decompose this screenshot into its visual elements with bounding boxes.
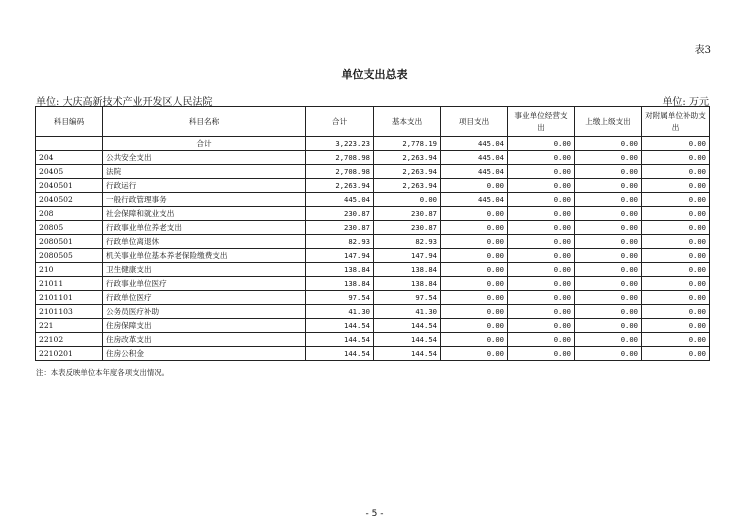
- unit-name: 大庆高新技术产业开发区人民法院: [62, 97, 213, 108]
- cell-project: 445.04: [441, 151, 508, 165]
- cell-basic: 230.87: [374, 221, 441, 235]
- cell-upper: 0.00: [575, 277, 642, 291]
- cell-name: 公务员医疗补助: [103, 305, 306, 319]
- page-number: - 5 -: [365, 509, 384, 519]
- cell-basic: 2,778.19: [374, 137, 441, 151]
- col-header-upper: 上缴上级支出: [575, 107, 642, 137]
- cell-project: 0.00: [441, 179, 508, 193]
- col-header-basic: 基本支出: [374, 107, 441, 137]
- currency-label: 单位:: [662, 97, 686, 108]
- table-note: 注：本表反映单位本年度各项支出情况。: [36, 368, 170, 377]
- cell-code: 2040502: [36, 193, 103, 207]
- page-title: 单位支出总表: [341, 68, 408, 81]
- cell-code: 2210201: [36, 347, 103, 361]
- cell-subsidy: 0.00: [642, 151, 710, 165]
- cell-subsidy: 0.00: [642, 207, 710, 221]
- cell-name: 行政事业单位养老支出: [103, 221, 306, 235]
- expenditure-table: [35, 106, 710, 361]
- cell-code: 2101101: [36, 291, 103, 305]
- cell-name: 公共安全支出: [103, 151, 306, 165]
- col-header-total: 合计: [306, 107, 374, 137]
- cell-name: 行政单位医疗: [103, 291, 306, 305]
- cell-basic: 230.87: [374, 207, 441, 221]
- cell-name: 行政运行: [103, 179, 306, 193]
- cell-upper: 0.00: [575, 207, 642, 221]
- col-header-code: 科目编码: [36, 107, 103, 137]
- cell-operation: 0.00: [508, 305, 575, 319]
- table-row: [36, 179, 710, 193]
- cell-code: 204: [36, 151, 103, 165]
- cell-name: 住房公积金: [103, 347, 306, 361]
- cell-project: 0.00: [441, 291, 508, 305]
- cell-total: 41.30: [306, 305, 374, 319]
- cell-subsidy: 0.00: [642, 235, 710, 249]
- cell-code: 20405: [36, 165, 103, 179]
- table-row: [36, 347, 710, 361]
- cell-basic: 82.93: [374, 235, 441, 249]
- cell-project: 0.00: [441, 235, 508, 249]
- cell-operation: 0.00: [508, 137, 575, 151]
- col-header-project: 项目支出: [441, 107, 508, 137]
- table-row: [36, 165, 710, 179]
- cell-upper: 0.00: [575, 151, 642, 165]
- cell-project: 445.04: [441, 193, 508, 207]
- cell-operation: 0.00: [508, 151, 575, 165]
- cell-subsidy: 0.00: [642, 137, 710, 151]
- table-row: [36, 291, 710, 305]
- cell-total: 2,708.98: [306, 165, 374, 179]
- cell-upper: 0.00: [575, 249, 642, 263]
- cell-upper: 0.00: [575, 137, 642, 151]
- cell-upper: 0.00: [575, 221, 642, 235]
- cell-operation: 0.00: [508, 221, 575, 235]
- cell-project: 0.00: [441, 277, 508, 291]
- table-row: [36, 207, 710, 221]
- cell-upper: 0.00: [575, 193, 642, 207]
- cell-upper: 0.00: [575, 179, 642, 193]
- cell-name: 法院: [103, 165, 306, 179]
- cell-upper: 0.00: [575, 333, 642, 347]
- cell-subsidy: 0.00: [642, 291, 710, 305]
- cell-code: 208: [36, 207, 103, 221]
- cell-name: 合计: [103, 137, 306, 151]
- cell-project: 0.00: [441, 263, 508, 277]
- total-row: [36, 137, 710, 151]
- cell-total: 3,223.23: [306, 137, 374, 151]
- cell-subsidy: 0.00: [642, 193, 710, 207]
- cell-name: 住房改革支出: [103, 333, 306, 347]
- cell-subsidy: 0.00: [642, 319, 710, 333]
- cell-total: 2,263.94: [306, 179, 374, 193]
- cell-project: 0.00: [441, 333, 508, 347]
- cell-name: 住房保障支出: [103, 319, 306, 333]
- cell-total: 82.93: [306, 235, 374, 249]
- table-row: [36, 305, 710, 319]
- cell-operation: 0.00: [508, 249, 575, 263]
- cell-total: 97.54: [306, 291, 374, 305]
- table-row: [36, 277, 710, 291]
- cell-operation: 0.00: [508, 165, 575, 179]
- cell-total: 144.54: [306, 333, 374, 347]
- table-row: [36, 319, 710, 333]
- cell-upper: 0.00: [575, 235, 642, 249]
- cell-total: 445.04: [306, 193, 374, 207]
- cell-operation: 0.00: [508, 277, 575, 291]
- cell-operation: 0.00: [508, 193, 575, 207]
- cell-project: 445.04: [441, 137, 508, 151]
- cell-code: 2101103: [36, 305, 103, 319]
- cell-basic: 41.30: [374, 305, 441, 319]
- cell-subsidy: 0.00: [642, 179, 710, 193]
- cell-basic: 2,263.94: [374, 151, 441, 165]
- cell-code: 2080501: [36, 235, 103, 249]
- cell-operation: 0.00: [508, 319, 575, 333]
- table-row: [36, 193, 710, 207]
- cell-subsidy: 0.00: [642, 277, 710, 291]
- currency-unit: 万元: [689, 97, 709, 108]
- cell-code: 2040501: [36, 179, 103, 193]
- cell-subsidy: 0.00: [642, 249, 710, 263]
- table-row: [36, 151, 710, 165]
- cell-project: 0.00: [441, 347, 508, 361]
- unit-label: 单位:: [36, 97, 60, 108]
- cell-upper: 0.00: [575, 347, 642, 361]
- cell-project: 445.04: [441, 165, 508, 179]
- cell-name: 行政单位离退休: [103, 235, 306, 249]
- cell-subsidy: 0.00: [642, 305, 710, 319]
- cell-operation: 0.00: [508, 179, 575, 193]
- cell-code: [36, 137, 103, 151]
- cell-subsidy: 0.00: [642, 165, 710, 179]
- cell-basic: 147.94: [374, 249, 441, 263]
- cell-basic: 2,263.94: [374, 165, 441, 179]
- cell-total: 2,708.98: [306, 151, 374, 165]
- cell-subsidy: 0.00: [642, 221, 710, 235]
- cell-total: 138.84: [306, 263, 374, 277]
- table-row: [36, 333, 710, 347]
- cell-name: 一般行政管理事务: [103, 193, 306, 207]
- cell-code: 2080505: [36, 249, 103, 263]
- cell-project: 0.00: [441, 249, 508, 263]
- cell-upper: 0.00: [575, 319, 642, 333]
- col-header-name: 科目名称: [103, 107, 306, 137]
- cell-total: 230.87: [306, 207, 374, 221]
- cell-basic: 2,263.94: [374, 179, 441, 193]
- cell-operation: 0.00: [508, 235, 575, 249]
- cell-code: 20805: [36, 221, 103, 235]
- cell-name: 行政事业单位医疗: [103, 277, 306, 291]
- col-header-operation: 事业单位经营支出: [508, 107, 575, 137]
- col-header-subsidy: 对附属单位补助支出: [642, 107, 710, 137]
- table-row: [36, 221, 710, 235]
- cell-code: 21011: [36, 277, 103, 291]
- cell-total: 147.94: [306, 249, 374, 263]
- cell-basic: 97.54: [374, 291, 441, 305]
- table-row: [36, 263, 710, 277]
- table-number: 表3: [694, 45, 711, 56]
- cell-subsidy: 0.00: [642, 263, 710, 277]
- cell-subsidy: 0.00: [642, 347, 710, 361]
- cell-code: 210: [36, 263, 103, 277]
- cell-upper: 0.00: [575, 305, 642, 319]
- header-row: [36, 107, 710, 137]
- cell-operation: 0.00: [508, 333, 575, 347]
- cell-total: 144.54: [306, 319, 374, 333]
- cell-code: 22102: [36, 333, 103, 347]
- cell-project: 0.00: [441, 207, 508, 221]
- cell-operation: 0.00: [508, 207, 575, 221]
- cell-project: 0.00: [441, 319, 508, 333]
- cell-name: 卫生健康支出: [103, 263, 306, 277]
- cell-name: 机关事业单位基本养老保险缴费支出: [103, 249, 306, 263]
- cell-name: 社会保障和就业支出: [103, 207, 306, 221]
- cell-total: 230.87: [306, 221, 374, 235]
- cell-subsidy: 0.00: [642, 333, 710, 347]
- cell-basic: 138.84: [374, 263, 441, 277]
- cell-project: 0.00: [441, 305, 508, 319]
- cell-upper: 0.00: [575, 165, 642, 179]
- cell-code: 221: [36, 319, 103, 333]
- table-row: [36, 235, 710, 249]
- cell-basic: 138.84: [374, 277, 441, 291]
- cell-basic: 144.54: [374, 347, 441, 361]
- cell-operation: 0.00: [508, 291, 575, 305]
- cell-total: 144.54: [306, 347, 374, 361]
- cell-operation: 0.00: [508, 263, 575, 277]
- table-row: [36, 249, 710, 263]
- cell-basic: 144.54: [374, 333, 441, 347]
- cell-basic: 0.00: [374, 193, 441, 207]
- cell-project: 0.00: [441, 221, 508, 235]
- cell-total: 138.84: [306, 277, 374, 291]
- cell-basic: 144.54: [374, 319, 441, 333]
- cell-upper: 0.00: [575, 291, 642, 305]
- cell-operation: 0.00: [508, 347, 575, 361]
- cell-upper: 0.00: [575, 263, 642, 277]
